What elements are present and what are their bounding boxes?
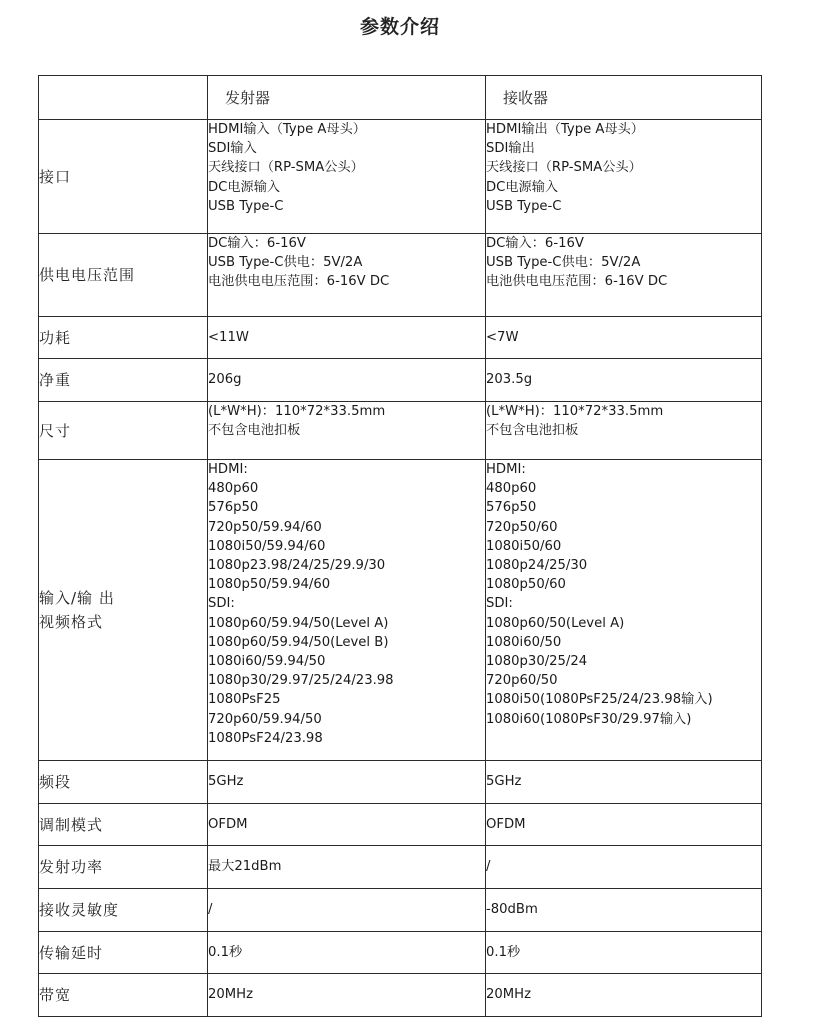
transmitter-value — [208, 804, 486, 846]
row-label-line: 接收灵敏度 — [39, 901, 120, 919]
value-line: (L*W*H)：110*72*33.5mm — [208, 404, 386, 419]
receiver-value — [486, 317, 762, 359]
table-row — [39, 804, 762, 846]
receiver-value — [486, 120, 762, 234]
transmitter-value — [208, 974, 486, 1017]
row-label — [39, 932, 208, 974]
header-cell-transmitter: 发射器 — [208, 76, 486, 120]
row-label — [39, 317, 208, 359]
value-line: 1080p60/59.94/50(Level A) — [208, 615, 389, 631]
row-label-line: 频段 — [39, 773, 72, 791]
value-line: 720p60/50 — [486, 673, 558, 689]
row-label — [39, 804, 208, 846]
value-line: 720p60/59.94/50 — [208, 711, 322, 727]
row-label — [39, 120, 208, 234]
header-cell-blank — [39, 76, 208, 120]
transmitter-value — [208, 932, 486, 974]
value-line: 电池供电电压范围：6-16V DC — [208, 274, 390, 290]
value-line: 5GHz — [208, 774, 244, 790]
value-line: 720p50/59.94/60 — [208, 519, 322, 535]
value-line: DC电源输入 — [486, 179, 559, 195]
value-line: 1080p23.98/24/25/29.9/30 — [208, 558, 386, 574]
value-line: 20MHz — [486, 987, 531, 1003]
row-label — [39, 460, 208, 761]
value-line: 1080p24/25/30 — [486, 558, 588, 574]
table-row — [39, 761, 762, 804]
value-line: DC输入：6-16V — [486, 236, 584, 251]
value-line: 720p50/60 — [486, 519, 558, 535]
value-line: 不包含电池扣板 — [486, 423, 579, 439]
value-line: OFDM — [208, 816, 248, 832]
value-line: 480p60 — [208, 481, 259, 497]
table-row — [39, 120, 762, 234]
value-line: 最大21dBm — [208, 859, 282, 875]
row-label — [39, 974, 208, 1017]
row-label-line: 输入/输 出 — [39, 589, 115, 607]
value-line: 1080p50/59.94/60 — [208, 577, 331, 593]
value-line: <11W — [208, 329, 249, 345]
value-line: 1080i60/59.94/50 — [208, 654, 326, 670]
value-line: HDMI输出（Type A母头） — [486, 122, 644, 137]
value-line: 480p60 — [486, 481, 537, 497]
value-line: 1080PsF24/23.98 — [208, 730, 323, 746]
value-line: USB Type-C供电：5V/2A — [208, 255, 363, 271]
row-label — [39, 761, 208, 804]
value-line: 1080p60/50(Level A) — [486, 615, 625, 631]
value-line: 1080i50(1080PsF25/24/23.98输入) — [486, 692, 713, 708]
transmitter-value — [208, 234, 486, 317]
row-label-line: 功耗 — [39, 328, 72, 347]
receiver-value — [486, 234, 762, 317]
receiver-value — [486, 846, 762, 889]
page-title: 参数介绍 — [359, 16, 440, 38]
spec-table-body — [39, 76, 762, 1017]
transmitter-value — [208, 889, 486, 932]
value-line: HDMI输入（Type A母头） — [208, 122, 366, 137]
row-label-line: 传输延时 — [39, 943, 104, 962]
value-line: DC电源输入 — [208, 179, 281, 195]
value-line: USB Type-C — [486, 198, 562, 214]
receiver-value — [486, 460, 762, 761]
row-label — [39, 359, 208, 402]
row-label — [39, 846, 208, 889]
row-label-line: 调制模式 — [39, 815, 104, 834]
value-line: / — [208, 902, 213, 918]
value-line: 1080PsF25 — [208, 692, 281, 708]
value-line: 不包含电池扣板 — [208, 423, 301, 439]
table-row — [39, 889, 762, 932]
value-line: 1080p30/25/24 — [486, 654, 588, 670]
transmitter-value — [208, 402, 486, 460]
value-line: 1080p60/59.94/50(Level B) — [208, 634, 389, 650]
value-line: 1080i60/50 — [486, 634, 562, 650]
value-line: 1080p50/60 — [486, 577, 566, 593]
value-line: -80dBm — [486, 902, 538, 918]
row-label — [39, 234, 208, 317]
row-label-line: 尺寸 — [39, 421, 72, 440]
value-line: 电池供电电压范围：6-16V DC — [486, 274, 668, 290]
value-line: 206g — [208, 372, 242, 388]
value-line: 5GHz — [486, 774, 522, 790]
value-line: 0.1秒 — [208, 944, 243, 960]
value-line: 1080i50/60 — [486, 538, 562, 554]
table-row — [39, 460, 762, 761]
receiver-value — [486, 804, 762, 846]
value-line: DC输入：6-16V — [208, 236, 306, 251]
value-line: SDI输入 — [208, 141, 257, 157]
table-row — [39, 932, 762, 974]
value-line: 576p50 — [208, 500, 259, 516]
transmitter-value — [208, 120, 486, 234]
value-line: HDMI: — [486, 462, 526, 477]
value-line: 天线接口（RP-SMA公头） — [208, 160, 364, 176]
row-label-line: 供电电压范围 — [39, 266, 136, 284]
table-row — [39, 974, 762, 1017]
row-label-line: 接口 — [39, 167, 72, 186]
row-label — [39, 402, 208, 460]
value-line: 0.1秒 — [486, 944, 521, 960]
table-row — [39, 846, 762, 889]
value-line: USB Type-C供电：5V/2A — [486, 255, 641, 271]
value-line: 天线接口（RP-SMA公头） — [486, 160, 642, 176]
row-label-line: 带宽 — [39, 986, 72, 1004]
value-line: SDI: — [208, 596, 235, 612]
value-line: OFDM — [486, 816, 526, 832]
value-line: 20MHz — [208, 987, 253, 1003]
transmitter-value — [208, 846, 486, 889]
row-label — [39, 889, 208, 932]
transmitter-value — [208, 460, 486, 761]
table-row — [39, 359, 762, 402]
row-label-line: 发射功率 — [39, 858, 104, 876]
value-line: 203.5g — [486, 372, 533, 388]
value-line: SDI: — [486, 596, 513, 612]
value-line: / — [486, 859, 491, 875]
table-row — [39, 234, 762, 317]
receiver-value — [486, 932, 762, 974]
table-row — [39, 402, 762, 460]
table-row — [39, 317, 762, 359]
receiver-value — [486, 889, 762, 932]
spec-table — [38, 75, 762, 1017]
receiver-value — [486, 761, 762, 804]
value-line: 1080i60(1080PsF30/29.97输入) — [486, 711, 692, 727]
receiver-value — [486, 402, 762, 460]
value-line: (L*W*H)：110*72*33.5mm — [486, 404, 664, 419]
row-label-line: 视频格式 — [39, 613, 104, 631]
transmitter-value — [208, 761, 486, 804]
receiver-value — [486, 359, 762, 402]
value-line: 1080i50/59.94/60 — [208, 538, 326, 554]
value-line: USB Type-C — [208, 198, 284, 214]
row-label-line: 净重 — [39, 371, 72, 389]
receiver-value — [486, 974, 762, 1017]
value-line: 576p50 — [486, 500, 537, 516]
transmitter-value — [208, 317, 486, 359]
value-line: <7W — [486, 329, 519, 345]
header-row — [39, 76, 762, 120]
transmitter-value — [208, 359, 486, 402]
header-cell-receiver: 接收器 — [486, 76, 762, 120]
value-line: HDMI: — [208, 462, 248, 477]
value-line: 1080p30/29.97/25/24/23.98 — [208, 673, 394, 689]
value-line: SDI输出 — [486, 141, 535, 157]
